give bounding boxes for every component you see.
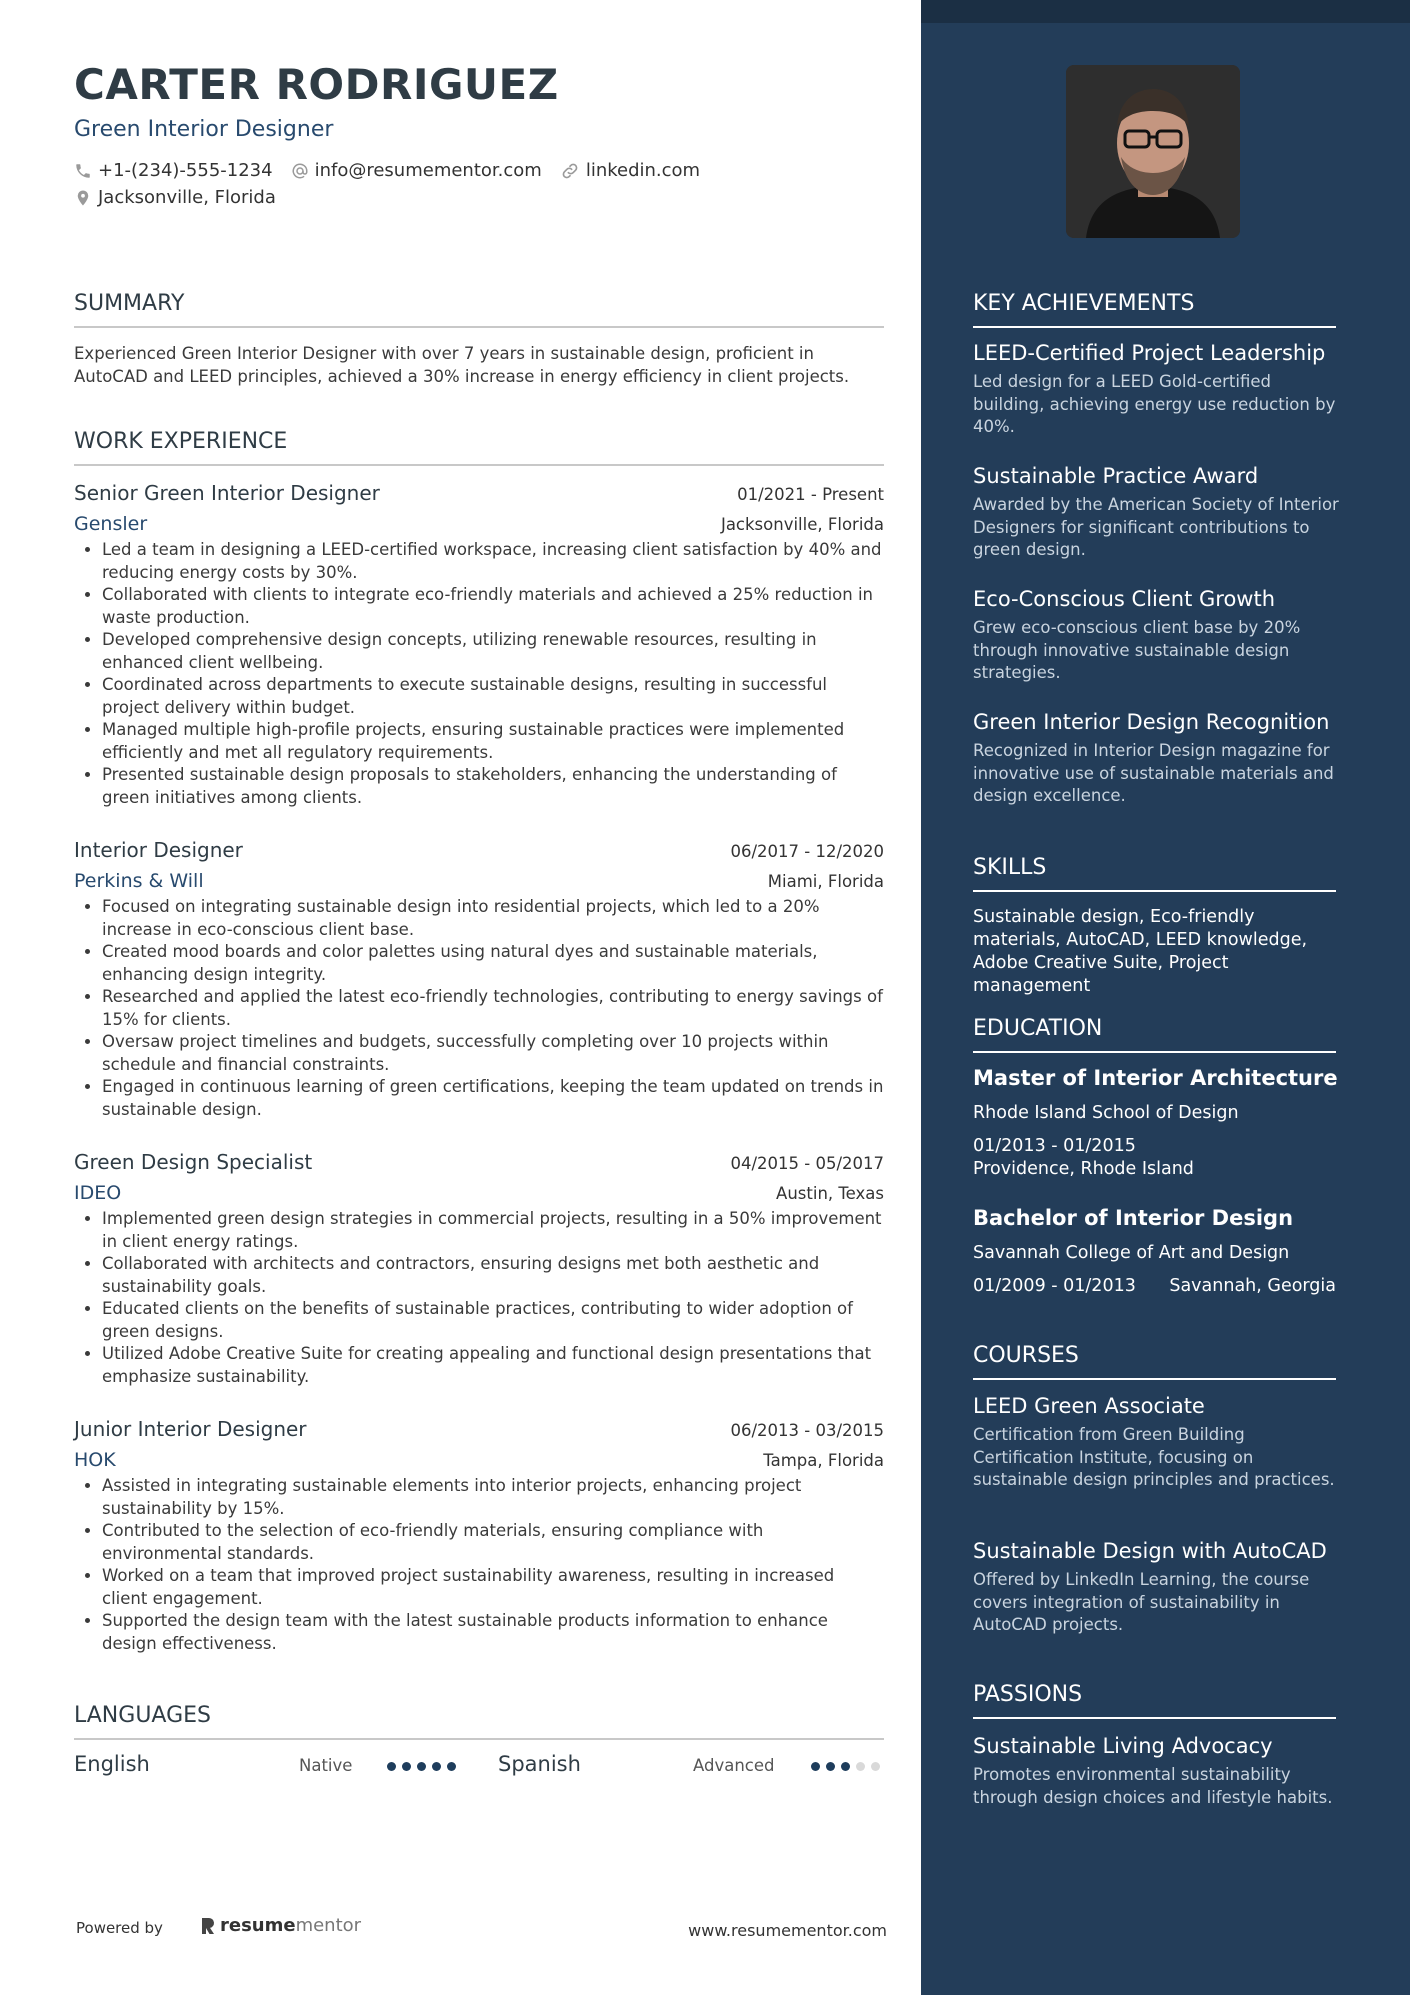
proficiency-dot-filled	[417, 1762, 426, 1771]
job-bullet: • Researched and applied the latest eco-friendly technologies, contributing to energy savings of 15% for clients.	[102, 986, 884, 1031]
job-bullet: • Worked on a team that improved project sustainability awareness, resulting in increased client engagement.	[102, 1565, 884, 1610]
job-position: Senior Green Interior Designer	[74, 481, 380, 505]
job-position: Green Design Specialist	[74, 1150, 313, 1174]
skills-text: Sustainable design, Eco-friendly materials, AutoCAD, LEED knowledge, Adobe Creative Suite, Project management	[973, 907, 1308, 996]
job-entry	[74, 481, 884, 809]
course-title: LEED Green Associate	[973, 1394, 1205, 1418]
job-dates: 01/2021 - Present	[737, 485, 884, 504]
email-contact[interactable]	[291, 160, 542, 181]
language-name: Spanish	[498, 1752, 581, 1776]
proficiency-dot-empty	[856, 1762, 865, 1771]
job-bullet: • Contributed to the selection of eco-friendly materials, ensuring compliance with environmental standards.	[102, 1520, 884, 1565]
languages-heading: LANGUAGES	[74, 1703, 884, 1740]
achievement-desc: Grew eco-conscious client base by 20% through innovative sustainable design strategies.	[973, 618, 1301, 682]
job-dates: 06/2013 - 03/2015	[730, 1421, 884, 1440]
link-icon	[560, 161, 580, 181]
job-bullet: • Coordinated across departments to execute sustainable designs, resulting in successful project delivery within budget.	[102, 674, 884, 719]
job-bullet: • Utilized Adobe Creative Suite for creating appealing and functional design presentations that emphasize sustainability.	[102, 1343, 884, 1388]
education-location: Savannah, Georgia	[1169, 1276, 1336, 1296]
achievement-item	[973, 587, 1343, 685]
job-location: Tampa, Florida	[763, 1451, 884, 1470]
sidebar-top-strip	[921, 0, 1410, 23]
proficiency-dot-filled	[447, 1762, 456, 1771]
education-degree: Bachelor of Interior Design	[973, 1206, 1294, 1230]
job-location: Jacksonville, Florida	[720, 515, 884, 534]
powered-by-label: Powered by	[76, 1919, 163, 1937]
language-name: English	[74, 1752, 150, 1776]
job-bullets	[74, 1208, 884, 1388]
work-experience-heading: WORK EXPERIENCE	[74, 429, 884, 466]
course-title: Sustainable Design with AutoCAD	[973, 1539, 1327, 1563]
job-position: Junior Interior Designer	[74, 1417, 307, 1441]
language-level: Advanced	[693, 1756, 775, 1775]
job-bullet: • Collaborated with clients to integrate eco-friendly materials and achieved a 25% reduction in waste production.	[102, 584, 884, 629]
contact-row	[74, 160, 718, 181]
candidate-name: CARTER RODRIGUEZ	[74, 60, 559, 109]
course-desc: Offered by LinkedIn Learning, the course covers integration of sustainability in AutoCAD projects.	[973, 1570, 1310, 1634]
course-item	[973, 1539, 1343, 1637]
education-location: Providence, Rhode Island	[973, 1159, 1194, 1179]
logo-text-bold: resume	[220, 1915, 296, 1936]
phone-contact[interactable]	[74, 160, 273, 181]
achievement-item	[973, 710, 1343, 808]
languages-list	[74, 1752, 884, 1782]
profile-portrait-icon	[1066, 65, 1240, 238]
proficiency-dot-filled	[387, 1762, 396, 1771]
passion-desc: Promotes environmental sustainability through design choices and lifestyle habits.	[973, 1765, 1333, 1807]
job-company: HOK	[74, 1449, 116, 1471]
job-entry	[74, 1417, 884, 1655]
education-dates: 01/2009 - 01/2013	[973, 1276, 1136, 1296]
job-bullet: • Developed comprehensive design concepts, utilizing renewable resources, resulting in enhanced client wellbeing.	[102, 629, 884, 674]
language-proficiency-dots	[811, 1762, 886, 1771]
job-location: Austin, Texas	[776, 1184, 884, 1203]
proficiency-dot-empty	[871, 1762, 880, 1771]
job-bullet: • Presented sustainable design proposals to stakeholders, enhancing the understanding of green initiatives among clients.	[102, 764, 884, 809]
phone-icon	[74, 162, 92, 180]
passion-title: Sustainable Living Advocacy	[973, 1734, 1273, 1758]
achievement-desc: Recognized in Interior Design magazine for innovative use of sustainable materials and design excellence.	[973, 741, 1334, 805]
phone-text: +1-(234)-555-1234	[98, 160, 273, 181]
job-bullet: • Focused on integrating sustainable design into residential projects, which led to a 20% increase in eco-conscious client base.	[102, 896, 884, 941]
course-desc: Certification from Green Building Certification Institute, focusing on sustainable design principles and practices.	[973, 1425, 1335, 1489]
proficiency-dot-filled	[402, 1762, 411, 1771]
passions-heading: PASSIONS	[973, 1682, 1336, 1719]
achievement-title: Sustainable Practice Award	[973, 464, 1259, 488]
achievement-title: Green Interior Design Recognition	[973, 710, 1330, 734]
job-location: Miami, Florida	[767, 872, 884, 891]
summary-text: Experienced Green Interior Designer with over 7 years in sustainable design, proficient in AutoCAD and LEED principles, achieved a 30% increase in energy efficiency in client projects.	[74, 344, 850, 386]
job-position: Interior Designer	[74, 838, 243, 862]
job-company: IDEO	[74, 1182, 122, 1204]
language-proficiency-dots	[387, 1762, 462, 1771]
job-bullet: • Supported the design team with the latest sustainable products information to enhance design effectiveness.	[102, 1610, 884, 1655]
education-heading: EDUCATION	[973, 1016, 1336, 1053]
proficiency-dot-filled	[826, 1762, 835, 1771]
education-school: Rhode Island School of Design	[973, 1103, 1239, 1123]
job-bullet: • Managed multiple high-profile projects, ensuring sustainable practices were implemented efficiently and met all regulatory requirements.	[102, 719, 884, 764]
job-title: Green Interior Designer	[74, 117, 334, 142]
achievement-title: LEED-Certified Project Leadership	[973, 341, 1326, 365]
resumementor-logo[interactable]	[200, 1915, 361, 1936]
job-bullet: • Collaborated with architects and contractors, ensuring designs met both aesthetic and sustainability goals.	[102, 1253, 884, 1298]
logo-text-light: mentor	[295, 1915, 362, 1936]
email-text: info@resumementor.com	[314, 160, 542, 181]
location-row	[74, 187, 294, 208]
profile-photo	[1066, 65, 1240, 238]
logo-mark-icon	[200, 1916, 216, 1936]
job-bullet: • Implemented green design strategies in commercial projects, resulting in a 50% improvement in client energy ratings.	[102, 1208, 884, 1253]
course-item	[973, 1394, 1343, 1492]
linkedin-text: linkedin.com	[585, 160, 701, 181]
location-text: Jacksonville, Florida	[98, 187, 276, 208]
job-dates: 06/2017 - 12/2020	[730, 842, 884, 861]
education-degree: Master of Interior Architecture	[973, 1066, 1338, 1090]
job-bullet: • Engaged in continuous learning of green certifications, keeping the team updated on trends in sustainable design.	[102, 1076, 884, 1121]
job-bullet: • Oversaw project timelines and budgets, successfully completing over 10 projects within schedule and financial constraints.	[102, 1031, 884, 1076]
job-bullet: • Created mood boards and color palettes using natural dyes and sustainable materials, enhancing design integrity.	[102, 941, 884, 986]
at-icon	[291, 162, 309, 180]
job-dates: 04/2015 - 05/2017	[730, 1154, 884, 1173]
proficiency-dot-filled	[841, 1762, 850, 1771]
skills-list	[973, 906, 1343, 998]
achievement-item	[973, 341, 1343, 439]
achievements-heading: KEY ACHIEVEMENTS	[973, 291, 1336, 328]
job-company: Perkins & Will	[74, 870, 204, 892]
job-bullet: • Educated clients on the benefits of sustainable practices, contributing to wider adoption of green designs.	[102, 1298, 884, 1343]
achievement-desc: Awarded by the American Society of Interior Designers for significant contributions to green design.	[973, 495, 1339, 559]
skills-heading: SKILLS	[973, 855, 1336, 892]
job-company: Gensler	[74, 513, 148, 535]
passion-item	[973, 1734, 1343, 1809]
education-dates: 01/2013 - 01/2015	[973, 1136, 1136, 1156]
sidebar-column	[921, 0, 1410, 1995]
summary-heading: SUMMARY	[74, 291, 884, 328]
achievement-desc: Led design for a LEED Gold-certified building, achieving energy use reduction by 40%.	[973, 372, 1336, 436]
job-bullet: • Assisted in integrating sustainable elements into interior projects, enhancing project sustainability by 15%.	[102, 1475, 884, 1520]
job-bullets	[74, 539, 884, 809]
location-contact	[74, 187, 276, 208]
job-bullet: • Led a team in designing a LEED-certified workspace, increasing client satisfaction by 40% and reducing energy costs by 30%.	[102, 539, 884, 584]
linkedin-contact[interactable]	[560, 160, 700, 181]
education-item	[973, 1206, 1343, 1298]
education-meta	[973, 1275, 1336, 1298]
courses-heading: COURSES	[973, 1343, 1336, 1380]
job-bullets	[74, 896, 884, 1121]
proficiency-dot-filled	[811, 1762, 820, 1771]
achievement-item	[973, 464, 1343, 562]
achievement-title: Eco-Conscious Client Growth	[973, 587, 1276, 611]
footer-website[interactable]: www.resumementor.com	[688, 1921, 887, 1940]
location-pin-icon	[74, 188, 92, 208]
education-item	[973, 1066, 1343, 1181]
education-school: Savannah College of Art and Design	[973, 1243, 1290, 1263]
language-level: Native	[299, 1756, 353, 1775]
job-entry	[74, 838, 884, 1121]
proficiency-dot-filled	[432, 1762, 441, 1771]
job-entry	[74, 1150, 884, 1388]
job-bullets	[74, 1475, 884, 1655]
